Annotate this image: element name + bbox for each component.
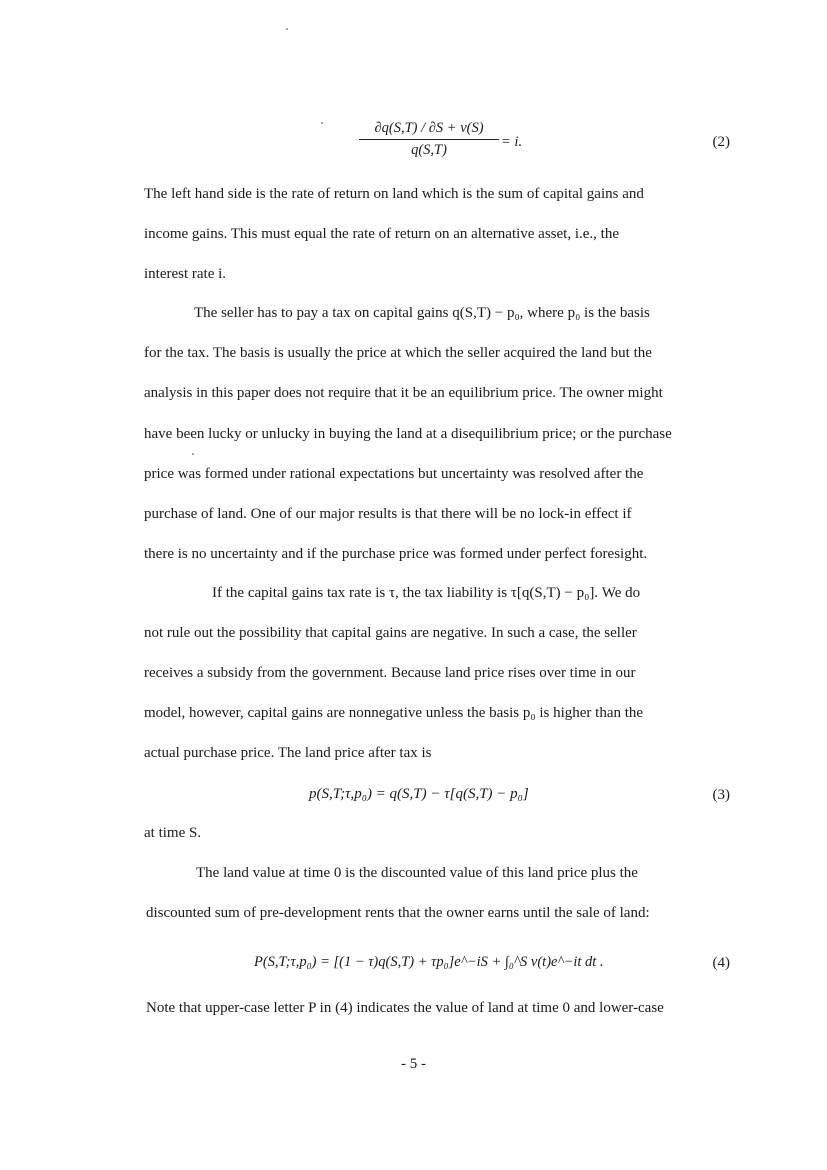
equation-3: p(S,T;τ,p₀) = q(S,T) − τ[q(S,T) − p₀]	[309, 786, 529, 802]
text-line: The seller has to pay a tax on capital gains q(S,T) − p₀, where p₀ is the basis	[194, 305, 650, 321]
text-line: If the capital gains tax rate is τ, the tax liability is τ[q(S,T) − p₀]. We do	[212, 585, 641, 601]
text-line: price was formed under rational expectations but uncertainty was resolved after the	[144, 466, 644, 482]
text-line: have been lucky or unlucky in buying the land at a disequilibrium price; or the purchase	[144, 426, 672, 442]
equation-2-numerator: ∂q(S,T) / ∂S + v(S)	[359, 120, 499, 140]
text-line: The land value at time 0 is the discounted value of this land price plus the	[196, 865, 638, 881]
equation-2-rhs: = i.	[501, 134, 523, 150]
equation-2-denominator: q(S,T)	[411, 142, 447, 158]
text-line: income gains. This must equal the rate of return on an alternative asset, i.e., the	[144, 226, 619, 242]
text-line: at time S.	[144, 825, 202, 841]
text-line: Note that upper-case letter P in (4) indicates the value of land at time 0 and lower-case	[146, 1000, 664, 1016]
text-line: actual purchase price. The land price after tax is	[144, 745, 432, 761]
page-number: - 5 -	[401, 1056, 426, 1072]
scan-speck	[192, 453, 194, 455]
equation-3-number: (3)	[712, 787, 730, 803]
text-line: purchase of land. One of our major results is that there will be no lock-in effect if	[144, 506, 632, 522]
equation-2-fraction	[359, 120, 499, 159]
text-line: The left hand side is the rate of return on land which is the sum of capital gains and	[144, 186, 644, 202]
text-line: interest rate i.	[144, 266, 227, 282]
text-line: discounted sum of pre-development rents that the owner earns until the sale of land:	[146, 905, 650, 921]
scan-speck	[321, 122, 323, 124]
text-line: model, however, capital gains are nonnegative unless the basis p₀ is higher than the	[144, 705, 644, 721]
text-line: analysis in this paper does not require that it be an equilibrium price. The owner might	[144, 385, 663, 401]
text-line: there is no uncertainty and if the purchase price was formed under perfect foresight.	[144, 546, 648, 562]
equation-4-number: (4)	[712, 955, 730, 971]
text-line: for the tax. The basis is usually the price at which the seller acquired the land but the	[144, 345, 652, 361]
equation-4: P(S,T;τ,p₀) = [(1 − τ)q(S,T) + τp₀]e^−iS + ∫₀^S v(t)e^−it dt .	[254, 954, 604, 970]
text-line: receives a subsidy from the government. Because land price rises over time in our	[144, 665, 636, 681]
scan-speck	[286, 28, 288, 30]
equation-2-number: (2)	[712, 134, 730, 150]
text-line: not rule out the possibility that capital gains are negative. In such a case, the seller	[144, 625, 637, 641]
